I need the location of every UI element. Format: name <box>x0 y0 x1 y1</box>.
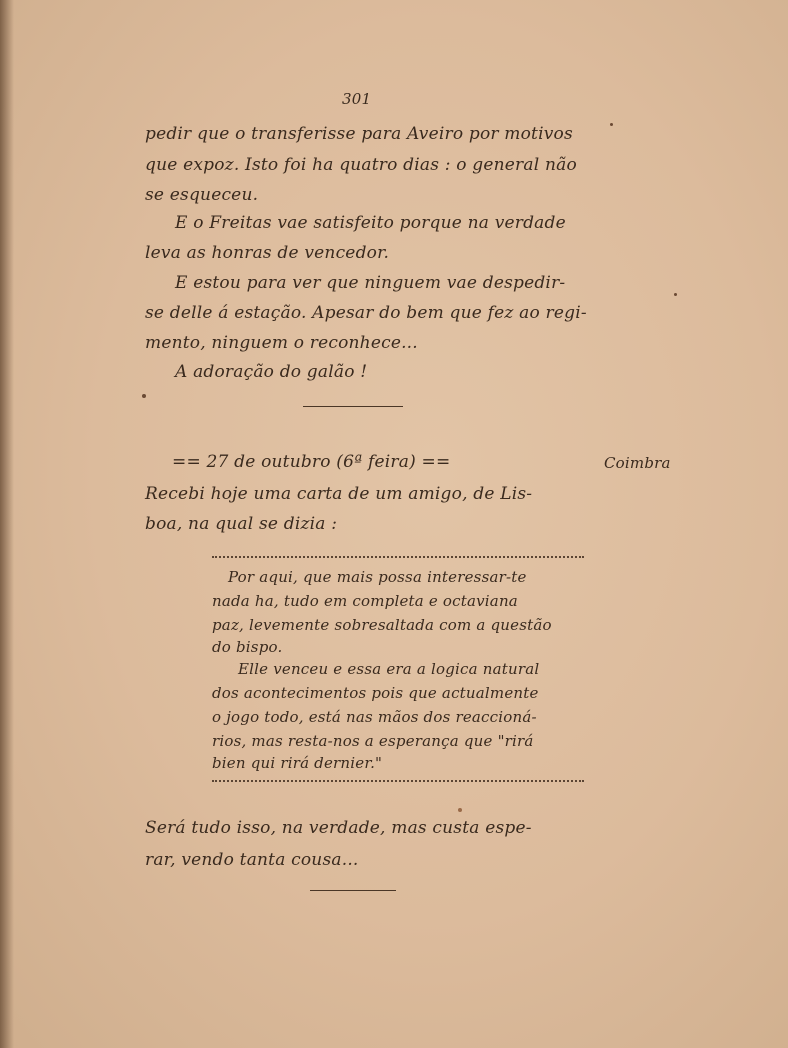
text-line: E o Freitas vae satisfeito porque na verdade <box>175 213 566 233</box>
text-line: boa, na qual se dizia : <box>145 514 338 534</box>
text-line: se delle á estação. Apesar do bem que fez ao regi- <box>145 303 587 323</box>
quote-line: Elle venceu e essa era a logica natural <box>238 660 540 678</box>
text-line: E estou para ver que ninguem vae despedir- <box>175 273 566 293</box>
dotted-separator <box>212 556 584 558</box>
ink-spot <box>610 123 613 126</box>
text-line: que expoz. Isto foi ha quatro dias : o general não <box>145 155 577 175</box>
ink-spot <box>674 293 677 296</box>
ink-spot <box>458 808 462 812</box>
quote-line: paz, levemente sobresaltada com a questão <box>212 616 552 634</box>
quote-line: Por aqui, que mais possa interessar-te <box>228 568 527 586</box>
text-line: se esqueceu. <box>145 185 259 205</box>
entry-header: == 27 de outubro (6ª feira) == <box>172 452 451 472</box>
text-line: A adoração do galão ! <box>175 362 368 382</box>
quote-line: dos acontecimentos pois que actualmente <box>212 684 539 702</box>
quote-line: o jogo todo, está nas mãos dos reaccioná- <box>212 708 537 726</box>
text-line: Será tudo isso, na verdade, mas custa espe- <box>145 818 532 838</box>
text-line: Recebi hoje uma carta de um amigo, de Lis- <box>145 484 533 504</box>
section-divider <box>310 890 396 891</box>
page-number: 301 <box>342 90 372 108</box>
place-note: Coimbra <box>604 454 671 472</box>
quote-line: nada ha, tudo em completa e octaviana <box>212 592 518 610</box>
text-line: rar, vendo tanta cousa... <box>145 850 359 870</box>
quote-line: rios, mas resta-nos a esperança que "rirá <box>212 732 534 750</box>
text-line: mento, ninguem o reconhece... <box>145 333 418 353</box>
binding-shadow <box>0 0 14 1048</box>
section-divider <box>303 406 403 407</box>
dotted-separator <box>212 780 584 782</box>
ink-spot <box>142 394 146 398</box>
quote-line: do bispo. <box>212 638 283 656</box>
text-line: leva as honras de vencedor. <box>145 243 390 263</box>
quote-line: bien qui rirá dernier." <box>212 754 383 772</box>
text-line: pedir que o transferisse para Aveiro por motivos <box>145 124 573 144</box>
